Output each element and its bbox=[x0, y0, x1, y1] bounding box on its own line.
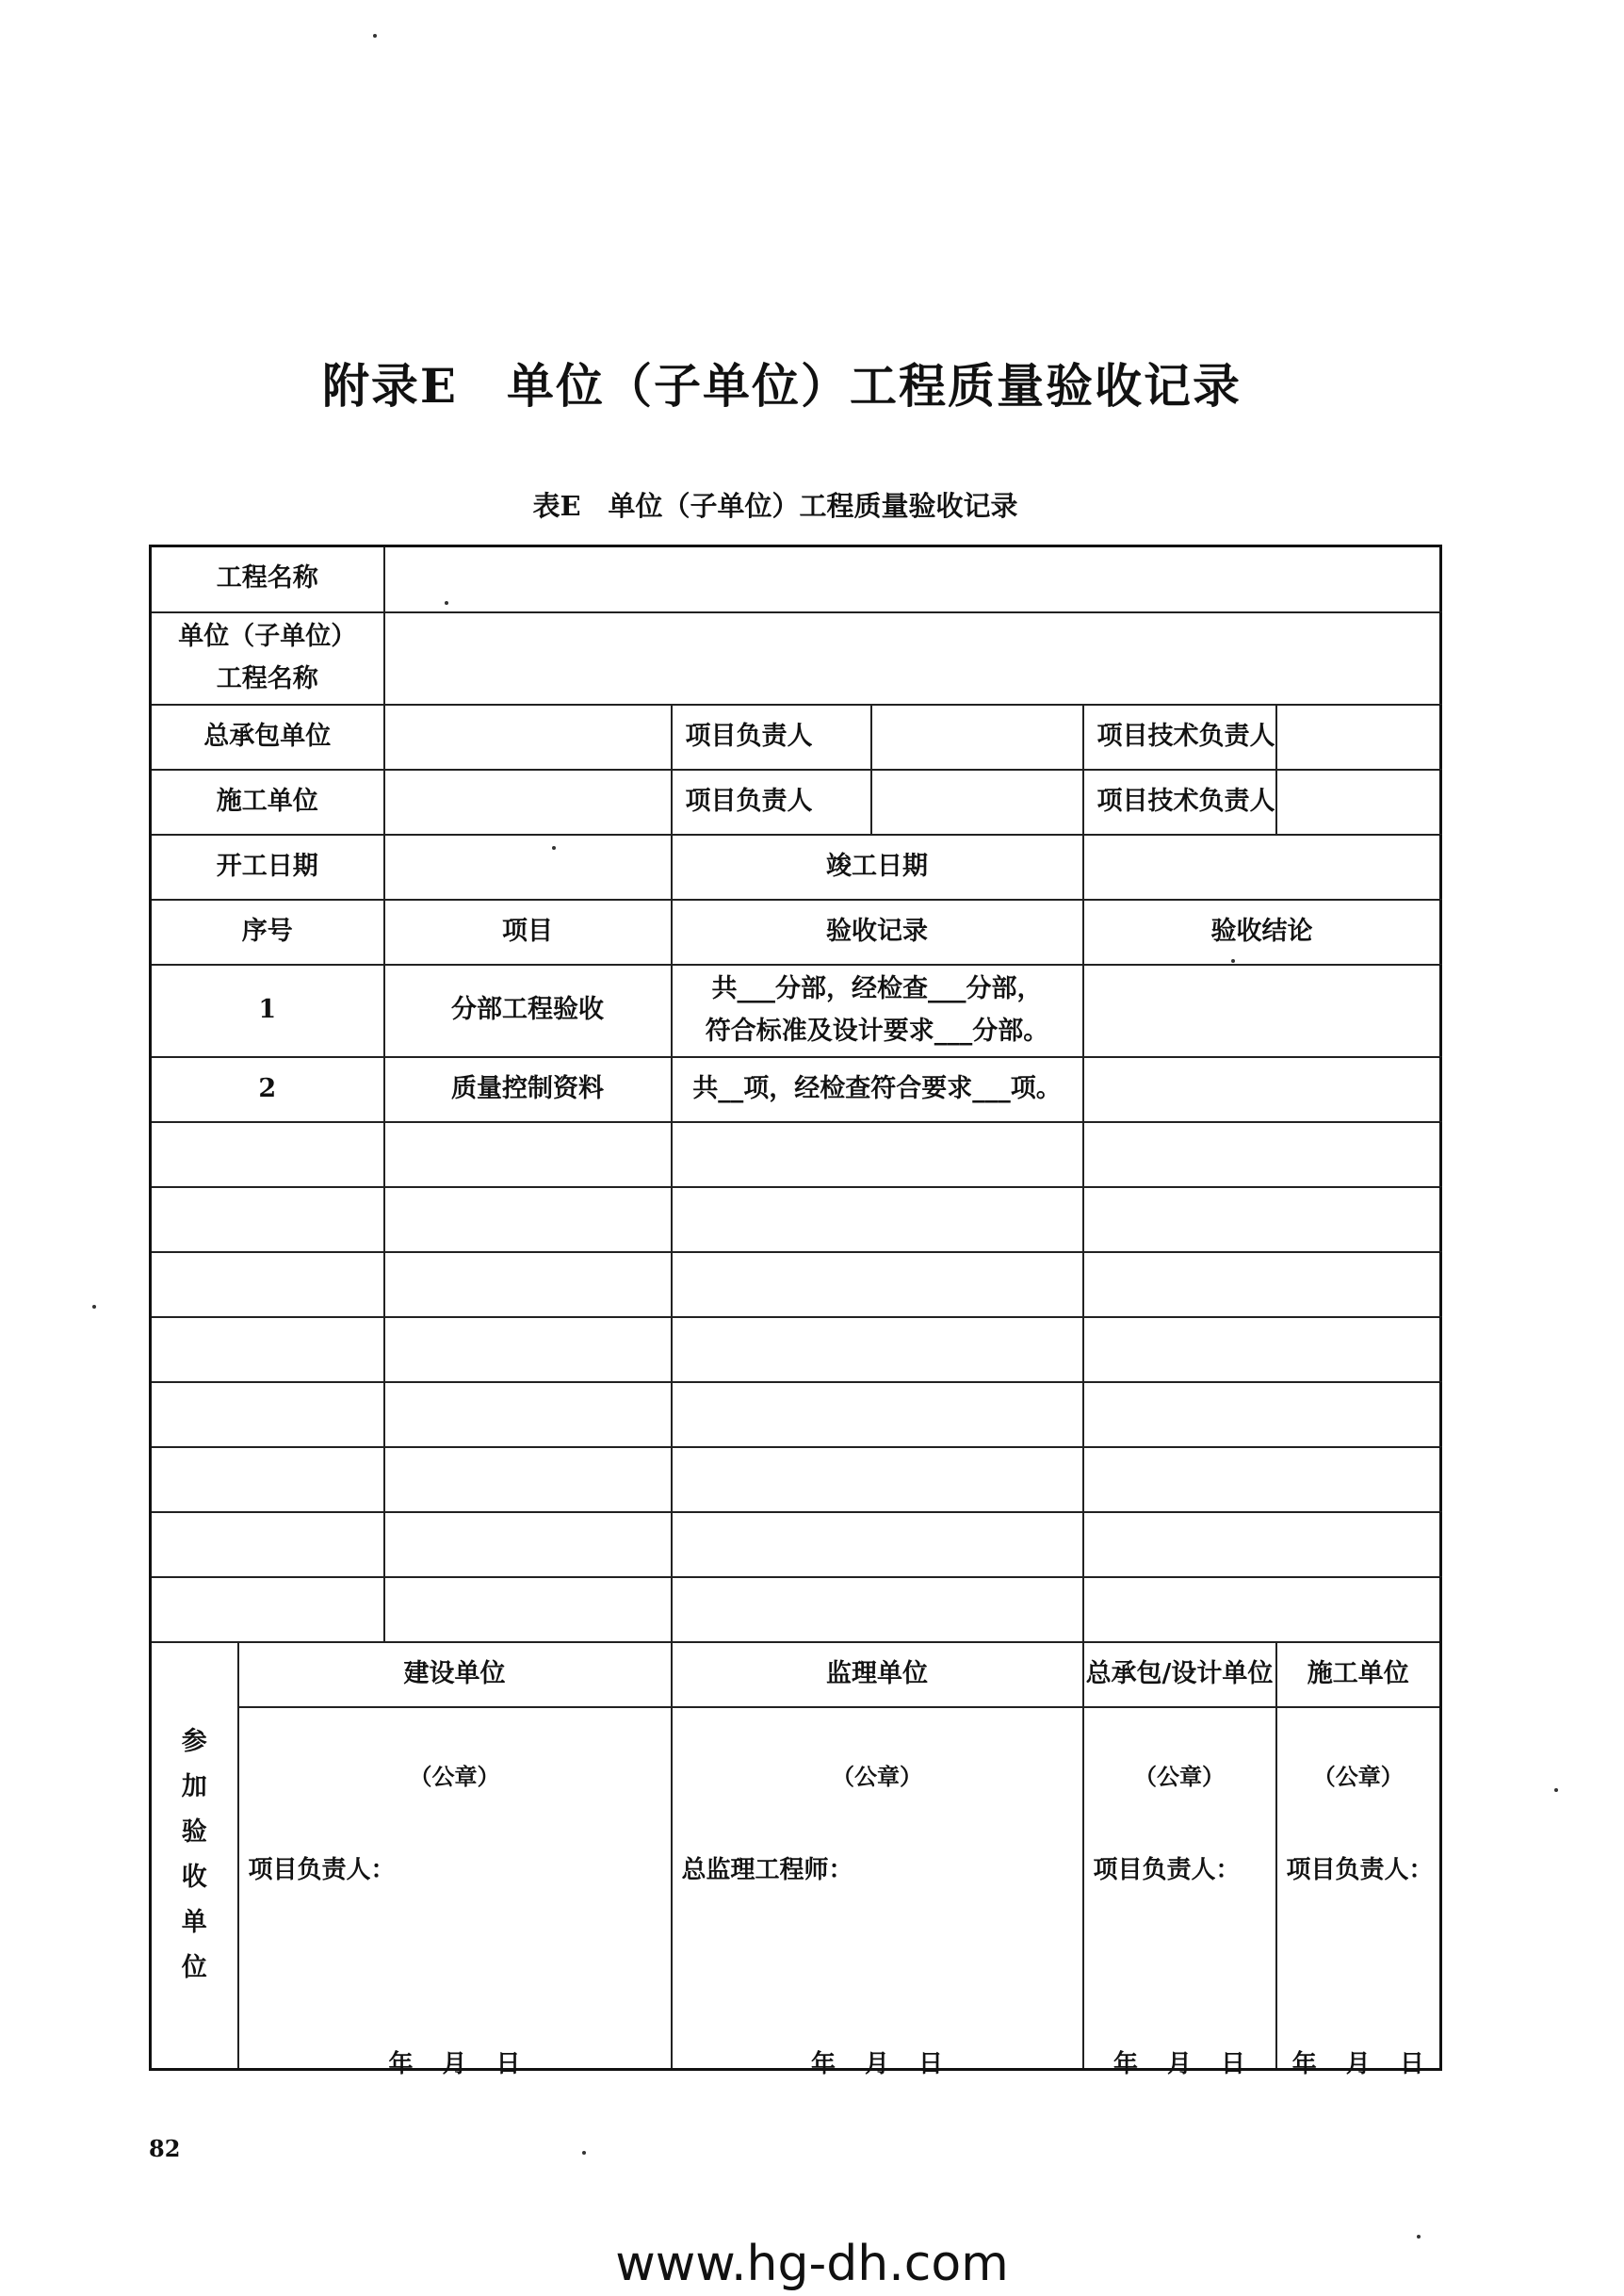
row-1-no: 1 bbox=[151, 965, 384, 1057]
general-contractor-value[interactable] bbox=[384, 705, 672, 770]
cu-tech-leader-label: 项目技术负责人 bbox=[1083, 770, 1276, 835]
acceptance-record-form bbox=[149, 545, 1442, 2078]
empty-cell[interactable] bbox=[1083, 1447, 1441, 1512]
party-construction-name: 施工单位 bbox=[1276, 1642, 1441, 1707]
participants-char: 参 bbox=[181, 1727, 207, 1757]
scan-speck bbox=[92, 1305, 96, 1309]
scan-speck bbox=[1231, 959, 1235, 963]
row-1-item: 分部工程验收 bbox=[384, 965, 672, 1057]
empty-cell[interactable] bbox=[384, 1447, 672, 1512]
footer-url[interactable]: www.hg-dh.com bbox=[615, 2236, 1009, 2292]
start-date-label: 开工日期 bbox=[151, 835, 384, 900]
page-number: 82 bbox=[149, 2135, 181, 2162]
col-header-record: 验收记录 bbox=[672, 900, 1083, 965]
party-owner-name: 建设单位 bbox=[238, 1642, 672, 1707]
participants-char: 验 bbox=[181, 1817, 207, 1848]
empty-row bbox=[151, 1187, 1441, 1252]
gc-tech-leader-label: 项目技术负责人 bbox=[1083, 705, 1276, 770]
gc-project-leader-label: 项目负责人 bbox=[672, 705, 871, 770]
project-name-label: 工程名称 bbox=[151, 546, 384, 612]
row-1-record-line1: 共___分部，经检查___分部， bbox=[711, 973, 1043, 1003]
empty-cell[interactable] bbox=[672, 1382, 1083, 1447]
cu-project-leader-value[interactable] bbox=[871, 770, 1083, 835]
empty-cell[interactable] bbox=[384, 1122, 672, 1187]
date-line: 年 月 日 bbox=[1291, 2049, 1424, 2078]
signer-role: 总监理工程师： bbox=[681, 1855, 853, 1884]
empty-cell[interactable] bbox=[672, 1187, 1083, 1252]
scan-speck bbox=[373, 34, 377, 38]
construction-unit-label: 施工单位 bbox=[151, 770, 384, 835]
scan-speck bbox=[552, 846, 556, 850]
participants-char: 加 bbox=[181, 1772, 207, 1802]
empty-row bbox=[151, 1122, 1441, 1187]
seal-label: （公章） bbox=[1312, 1762, 1404, 1790]
unit-project-name-label bbox=[151, 612, 384, 705]
date-line: 年 月 日 bbox=[388, 2049, 521, 2078]
col-header-item: 项目 bbox=[384, 900, 672, 965]
empty-row bbox=[151, 1252, 1441, 1317]
scan-speck bbox=[582, 2151, 586, 2155]
empty-cell[interactable] bbox=[151, 1447, 384, 1512]
row-2-item: 质量控制资料 bbox=[384, 1057, 672, 1122]
party-owner-signature[interactable] bbox=[238, 1707, 672, 2078]
row-2-record: 共__项，经检查符合要求___项。 bbox=[672, 1057, 1083, 1122]
date-line: 年 月 日 bbox=[810, 2049, 944, 2078]
empty-row bbox=[151, 1447, 1441, 1512]
empty-cell[interactable] bbox=[151, 1317, 384, 1382]
party-construction-signature[interactable] bbox=[1276, 1707, 1441, 2078]
seal-label: （公章） bbox=[1134, 1762, 1225, 1790]
empty-row bbox=[151, 1317, 1441, 1382]
empty-cell[interactable] bbox=[384, 1512, 672, 1577]
empty-cell[interactable] bbox=[151, 1577, 384, 1642]
construction-unit-value[interactable] bbox=[384, 770, 672, 835]
gc-tech-leader-value[interactable] bbox=[1276, 705, 1441, 770]
table-row bbox=[151, 1057, 1441, 1122]
table-caption: 表E 单位（子单位）工程质量验收记录 bbox=[532, 490, 1018, 522]
scan-speck bbox=[1417, 2235, 1421, 2239]
party-contractor-name: 总承包/设计单位 bbox=[1083, 1642, 1276, 1707]
row-2-conclusion[interactable] bbox=[1083, 1057, 1441, 1122]
participants-char: 位 bbox=[181, 1953, 207, 1983]
empty-cell[interactable] bbox=[1083, 1577, 1441, 1642]
empty-cell[interactable] bbox=[384, 1187, 672, 1252]
empty-cell[interactable] bbox=[151, 1252, 384, 1317]
scan-speck bbox=[445, 601, 448, 605]
scan-speck bbox=[1554, 1788, 1558, 1792]
general-contractor-label: 总承包单位 bbox=[151, 705, 384, 770]
project-name-value[interactable] bbox=[384, 546, 1441, 612]
signer-role: 项目负责人： bbox=[248, 1855, 396, 1884]
unit-project-name-label-line2: 工程名称 bbox=[216, 663, 318, 693]
empty-cell[interactable] bbox=[1083, 1187, 1441, 1252]
completion-date-value[interactable] bbox=[1083, 835, 1441, 900]
empty-cell[interactable] bbox=[151, 1122, 384, 1187]
empty-cell[interactable] bbox=[151, 1512, 384, 1577]
empty-cell[interactable] bbox=[672, 1577, 1083, 1642]
empty-row bbox=[151, 1577, 1441, 1642]
cu-tech-leader-value[interactable] bbox=[1276, 770, 1441, 835]
signer-role: 项目负责人： bbox=[1093, 1855, 1241, 1884]
empty-cell[interactable] bbox=[384, 1382, 672, 1447]
empty-cell[interactable] bbox=[384, 1317, 672, 1382]
col-header-conclusion: 验收结论 bbox=[1083, 900, 1441, 965]
completion-date-label: 竣工日期 bbox=[672, 835, 1083, 900]
party-supervisor-name: 监理单位 bbox=[672, 1642, 1083, 1707]
seal-label: （公章） bbox=[832, 1762, 922, 1790]
participants-label bbox=[151, 1642, 238, 2070]
seal-label: （公章） bbox=[409, 1762, 500, 1790]
party-contractor-signature[interactable] bbox=[1083, 1707, 1276, 2078]
cu-project-leader-label: 项目负责人 bbox=[672, 770, 871, 835]
empty-cell[interactable] bbox=[384, 1577, 672, 1642]
empty-cell[interactable] bbox=[672, 1512, 1083, 1577]
row-1-record-line2: 符合标准及设计要求___分部。 bbox=[705, 1016, 1049, 1046]
empty-cell[interactable] bbox=[384, 1252, 672, 1317]
participants-char: 单 bbox=[181, 1908, 207, 1938]
empty-cell[interactable] bbox=[151, 1382, 384, 1447]
appendix-title: 附录E 单位（子单位）工程质量验收记录 bbox=[321, 358, 1242, 414]
party-supervisor-signature[interactable] bbox=[672, 1707, 1083, 2078]
unit-project-name-label-line1: 单位（子单位） bbox=[178, 621, 357, 651]
gc-project-leader-value[interactable] bbox=[871, 705, 1083, 770]
empty-cell[interactable] bbox=[672, 1122, 1083, 1187]
row-1-record bbox=[672, 965, 1083, 1057]
empty-cell[interactable] bbox=[151, 1187, 384, 1252]
empty-cell[interactable] bbox=[1083, 1122, 1441, 1187]
empty-cell[interactable] bbox=[672, 1252, 1083, 1317]
empty-row bbox=[151, 1512, 1441, 1577]
empty-cell[interactable] bbox=[672, 1447, 1083, 1512]
empty-cell[interactable] bbox=[1083, 1382, 1441, 1447]
signer-role: 项目负责人： bbox=[1286, 1855, 1434, 1884]
empty-cell[interactable] bbox=[1083, 1512, 1441, 1577]
table-row bbox=[151, 965, 1441, 1057]
empty-cell[interactable] bbox=[1083, 1317, 1441, 1382]
unit-project-name-value[interactable] bbox=[384, 612, 1441, 705]
start-date-value[interactable] bbox=[384, 835, 672, 900]
date-line: 年 月 日 bbox=[1112, 2049, 1246, 2078]
row-2-no: 2 bbox=[151, 1057, 384, 1122]
empty-cell[interactable] bbox=[672, 1317, 1083, 1382]
empty-row bbox=[151, 1382, 1441, 1447]
empty-cell[interactable] bbox=[1083, 1252, 1441, 1317]
participants-char: 收 bbox=[181, 1863, 207, 1893]
row-1-conclusion[interactable] bbox=[1083, 965, 1441, 1057]
col-header-no: 序号 bbox=[151, 900, 384, 965]
